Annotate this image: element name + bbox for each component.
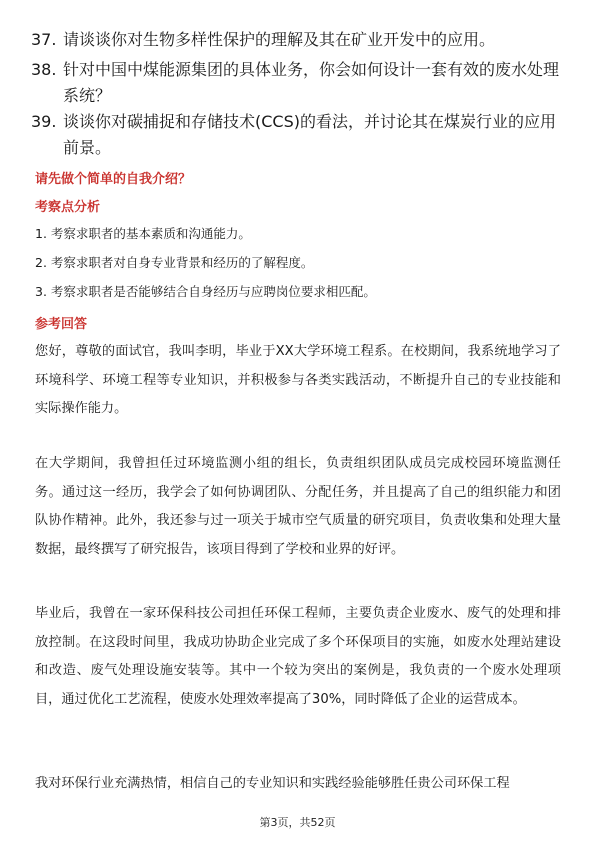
question-text: 请谈谈你对生物多样性保护的理解及其在矿业开发中的应用。 xyxy=(63,30,496,49)
question-number: 37. xyxy=(31,30,57,49)
answer-paragraph: 毕业后，我曾在一家环保科技公司担任环保工程师，主要负责企业废水、废气的处理和排放控制。在这段时间里，我成功协助企业完成了多个环保项目的实施，如废水处理站建设和改造、废气处理设施安装等。其中一个较为突出的案例是，我负责的一个废水处理项目，通过优化工艺流程，使废水处理效率提高了30%，同时降低了企业的运营成本。 xyxy=(35,606,561,707)
question-38 xyxy=(31,57,561,109)
analysis-heading: 考察点分析 xyxy=(35,200,101,215)
question-number: 39. xyxy=(31,112,57,131)
analysis-item: 3. 考察求职者是否能够结合自身经历与应聘岗位要求相匹配。 xyxy=(35,284,376,299)
question-text: 谈谈你对碳捕捉和存储技术(CCS)的看法，并讨论其在煤炭行业的应用前景。 xyxy=(63,112,556,157)
analysis-item: 1. 考察求职者的基本素质和沟通能力。 xyxy=(35,226,251,241)
page-footer: 第3页，共52页 xyxy=(259,816,336,829)
analysis-item: 2. 考察求职者对自身专业背景和经历的了解程度。 xyxy=(35,255,314,270)
question-37 xyxy=(31,27,561,53)
question-number: 38. xyxy=(31,60,57,79)
answer-paragraph: 您好，尊敬的面试官，我叫李明，毕业于XX大学环境工程系。在校期间，我系统地学习了环境科学、环境工程等专业知识，并积极参与各类实践活动，不断提升自己的专业技能和实际操作能力。 xyxy=(35,344,561,416)
question-39 xyxy=(31,109,561,161)
answer-heading: 参考回答 xyxy=(35,317,88,332)
answer-paragraph: 在大学期间，我曾担任过环境监测小组的组长，负责组织团队成员完成校园环境监测任务。通过这一经历，我学会了如何协调团队、分配任务，并且提高了自己的组织能力和团队协作精神。此外，我还参与过一项关于城市空气质量的研究项目，负责收集和处理大量数据，最终撰写了研究报告，该项目得到了学校和业界的好评。 xyxy=(35,456,561,557)
answer-paragraph: 我对环保行业充满热情，相信自己的专业知识和实践经验能够胜任贵公司环保工程 xyxy=(35,776,510,791)
section-title: 请先做个简单的自我介绍？ xyxy=(35,172,192,187)
question-text: 针对中国中煤能源集团的具体业务，你会如何设计一套有效的废水处理系统？ xyxy=(63,60,560,105)
